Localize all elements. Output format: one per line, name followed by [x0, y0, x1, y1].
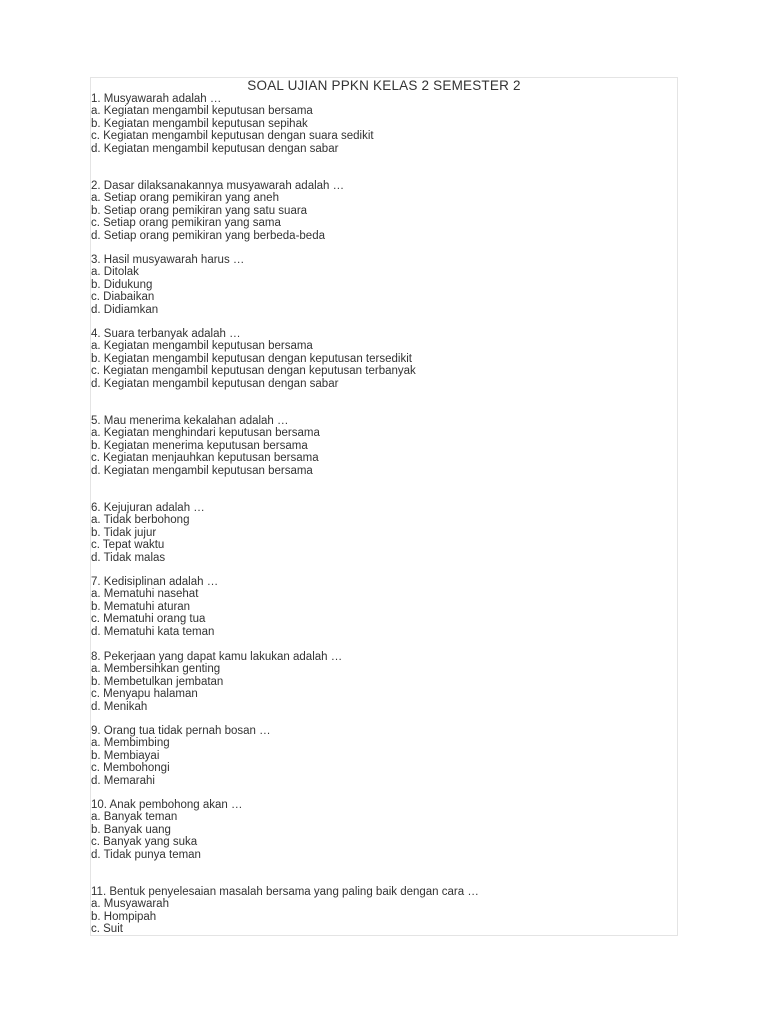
- answer-option: b. Banyak uang: [91, 823, 171, 836]
- answer-option: a. Kegiatan menghindari keputusan bersama: [91, 427, 320, 440]
- answer-option: a. Banyak teman: [91, 811, 178, 824]
- question-text: 8. Pekerjaan yang dapat kamu lakukan adalah …: [91, 651, 343, 663]
- answer-option: d. Mematuhi kata teman: [91, 625, 215, 638]
- answer-option: d. Memarahi: [91, 774, 155, 787]
- answer-option: c. Mematuhi orang tua: [91, 613, 206, 626]
- answer-option: b. Didukung: [91, 278, 153, 291]
- answer-option: d. Menikah: [91, 700, 148, 713]
- answer-option: a. Musyawarah: [91, 898, 169, 911]
- answer-option: c. Diabaikan: [91, 291, 155, 304]
- answer-option: b. Kegiatan menerima keputusan bersama: [91, 439, 308, 452]
- answer-option: b. Mematuhi aturan: [91, 600, 191, 613]
- question-text: 7. Kedisiplinan adalah …: [91, 576, 219, 588]
- answer-option: d. Kegiatan mengambil keputusan bersama: [91, 464, 313, 477]
- answer-option: d. Didiamkan: [91, 303, 159, 316]
- answer-option: a. Setiap orang pemikiran yang aneh: [91, 192, 279, 205]
- answer-option: b. Kegiatan mengambil keputusan sepihak: [91, 117, 308, 130]
- question-text: 10. Anak pembohong akan …: [91, 799, 243, 811]
- answer-option: a. Mematuhi nasehat: [91, 588, 199, 601]
- answer-option: a. Membersihkan genting: [91, 663, 221, 676]
- answer-option: b. Kegiatan mengambil keputusan dengan keputusan tersedikit: [91, 352, 412, 365]
- answer-option: d. Kegiatan mengambil keputusan dengan sabar: [91, 142, 339, 155]
- answer-option: d. Tidak punya teman: [91, 848, 201, 861]
- question-text: 2. Dasar dilaksanakannya musyawarah adalah …: [91, 180, 345, 192]
- answer-option: b. Membetulkan jembatan: [91, 675, 224, 688]
- answer-option: d. Tidak malas: [91, 551, 166, 564]
- answer-option: c. Membohongi: [91, 762, 170, 775]
- answer-option: c. Kegiatan menjauhkan keputusan bersama: [91, 452, 319, 465]
- question-text: 4. Suara terbanyak adalah …: [91, 328, 241, 340]
- answer-option: b. Membiayai: [91, 749, 160, 762]
- answer-option: a. Kegiatan mengambil keputusan bersama: [91, 105, 313, 118]
- answer-option: c. Kegiatan mengambil keputusan dengan keputusan terbanyak: [91, 365, 416, 378]
- answer-option: c. Menyapu halaman: [91, 688, 198, 701]
- answer-option: c. Suit: [91, 923, 123, 936]
- answer-option: c. Banyak yang suka: [91, 836, 198, 849]
- answer-option: d. Kegiatan mengambil keputusan dengan sabar: [91, 377, 339, 390]
- answer-option: b. Hompipah: [91, 910, 157, 923]
- answer-option: a. Membimbing: [91, 737, 170, 750]
- question-text: 1. Musyawarah adalah …: [91, 93, 222, 105]
- document-page: [90, 77, 678, 936]
- question-text: 11. Bentuk penyelesaian masalah bersama yang paling baik dengan cara …: [91, 886, 479, 898]
- page-title: SOAL UJIAN PPKN KELAS 2 SEMESTER 2: [247, 78, 521, 93]
- question-text: 3. Hasil musyawarah harus …: [91, 254, 245, 266]
- question-text: 5. Mau menerima kekalahan adalah …: [91, 415, 289, 427]
- answer-option: c. Tepat waktu: [91, 539, 165, 552]
- answer-option: d. Setiap orang pemikiran yang berbeda-beda: [91, 229, 325, 242]
- answer-option: b. Setiap orang pemikiran yang satu suara: [91, 204, 308, 217]
- question-text: 6. Kejujuran adalah …: [91, 502, 205, 514]
- answer-option: c. Kegiatan mengambil keputusan dengan suara sedikit: [91, 130, 374, 143]
- answer-option: a. Ditolak: [91, 266, 139, 279]
- answer-option: b. Tidak jujur: [91, 526, 157, 539]
- answer-option: a. Kegiatan mengambil keputusan bersama: [91, 340, 313, 353]
- answer-option: c. Setiap orang pemikiran yang sama: [91, 217, 281, 230]
- question-text: 9. Orang tua tidak pernah bosan …: [91, 725, 271, 737]
- answer-option: a. Tidak berbohong: [91, 514, 190, 527]
